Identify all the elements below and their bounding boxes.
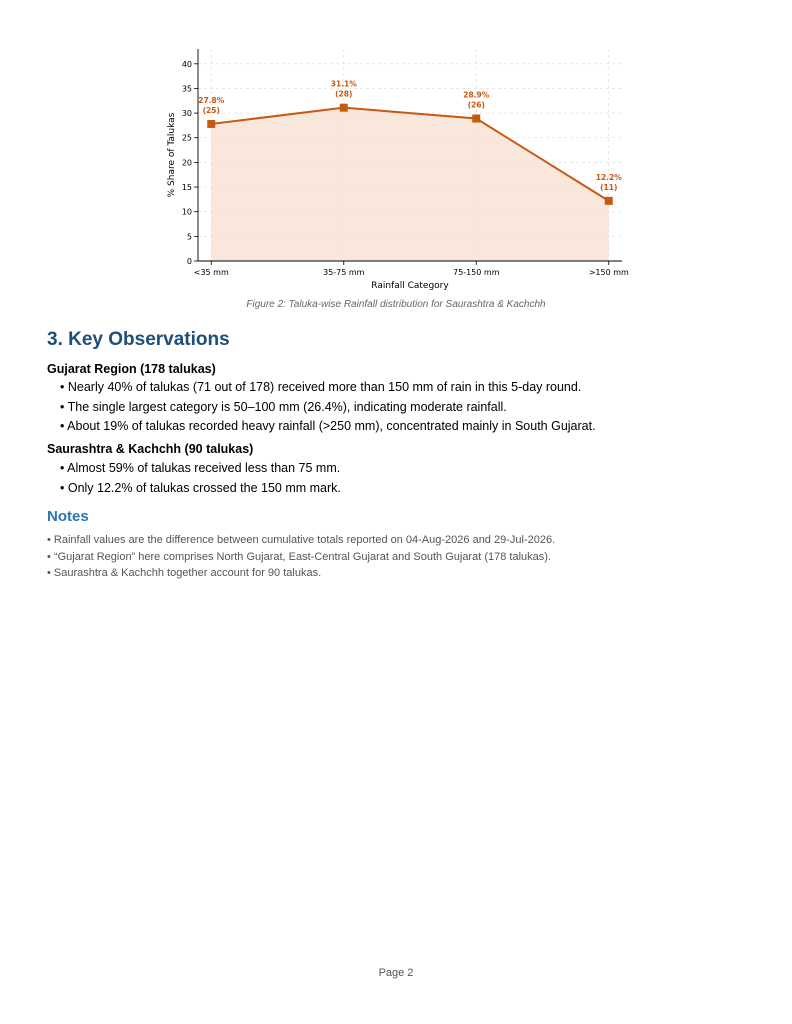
y-tick-label: 40 [181, 59, 192, 69]
data-label-percent: 31.1% [330, 79, 357, 89]
y-tick-label: 30 [181, 109, 192, 119]
rainfall-line-chart [160, 44, 640, 294]
y-tick-label: 15 [181, 183, 192, 193]
y-tick-label: 20 [181, 158, 192, 168]
section-title: 3. Key Observations [47, 329, 230, 350]
x-tick-label: 75-150 mm [453, 268, 500, 277]
series-area [211, 108, 609, 261]
saurashtra-observations-list [60, 459, 341, 498]
data-label-count: (25) [202, 105, 220, 115]
x-tick-label: <35 mm [193, 268, 229, 277]
gujarat-region-heading: Gujarat Region (178 talukas) [47, 362, 216, 376]
notes-list [47, 532, 555, 582]
data-label-count: (11) [600, 182, 618, 192]
y-tick-label: 0 [186, 257, 192, 266]
chart-area-layer [211, 108, 609, 261]
note-item: • Saurashtra & Kachchh together account for 90 talukas. [47, 567, 322, 579]
data-label-count: (28) [335, 89, 353, 99]
data-point-marker [340, 104, 348, 112]
data-point-marker [207, 120, 215, 128]
x-axis-title: Rainfall Category [371, 281, 449, 291]
y-tick-label: 25 [181, 133, 192, 143]
data-label-percent: 27.8% [198, 95, 225, 105]
note-item: • Rainfall values are the difference between cumulative totals reported on 04-Aug-2026 and 29-Jul-2026. [47, 534, 556, 546]
list-item: • Only 12.2% of talukas crossed the 150 mm mark. [60, 480, 341, 495]
y-axis-title: % Share of Talukas [167, 112, 177, 198]
data-point-marker [472, 115, 480, 123]
list-item: • Nearly 40% of talukas (71 out of 178) received more than 150 mm of rain in this 5-day round. [60, 380, 582, 394]
y-tick-label: 35 [181, 84, 192, 94]
y-tick-label: 5 [186, 232, 192, 242]
note-item: • “Gujarat Region” here comprises North Gujarat, East-Central Gujarat and South Gujarat (178 talukas). [47, 550, 551, 563]
data-point-marker [605, 197, 613, 205]
y-tick-label: 10 [181, 207, 192, 217]
list-item: • About 19% of talukas recorded heavy rainfall (>250 mm), concentrated mainly in South Gujarat. [60, 419, 596, 433]
page-number: Page 2 [378, 967, 414, 979]
list-item: • The single largest category is 50–100 mm (26.4%), indicating moderate rainfall. [60, 399, 507, 414]
x-tick-label: >150 mm [588, 268, 629, 277]
notes-heading: Notes [47, 508, 89, 525]
data-label-percent: 28.9% [463, 90, 490, 100]
figure-caption: Figure 2: Taluka-wise Rainfall distribution for Saurashtra & Kachchh [246, 299, 546, 310]
list-item: • Almost 59% of talukas received less than 75 mm. [60, 461, 341, 475]
data-label-count: (26) [467, 100, 485, 110]
x-tick-label: 35-75 mm [323, 268, 365, 277]
data-label-percent: 12.2% [595, 172, 622, 182]
gujarat-observations-list [60, 378, 596, 437]
saurashtra-kachchh-heading: Saurashtra & Kachchh (90 talukas) [47, 442, 254, 456]
